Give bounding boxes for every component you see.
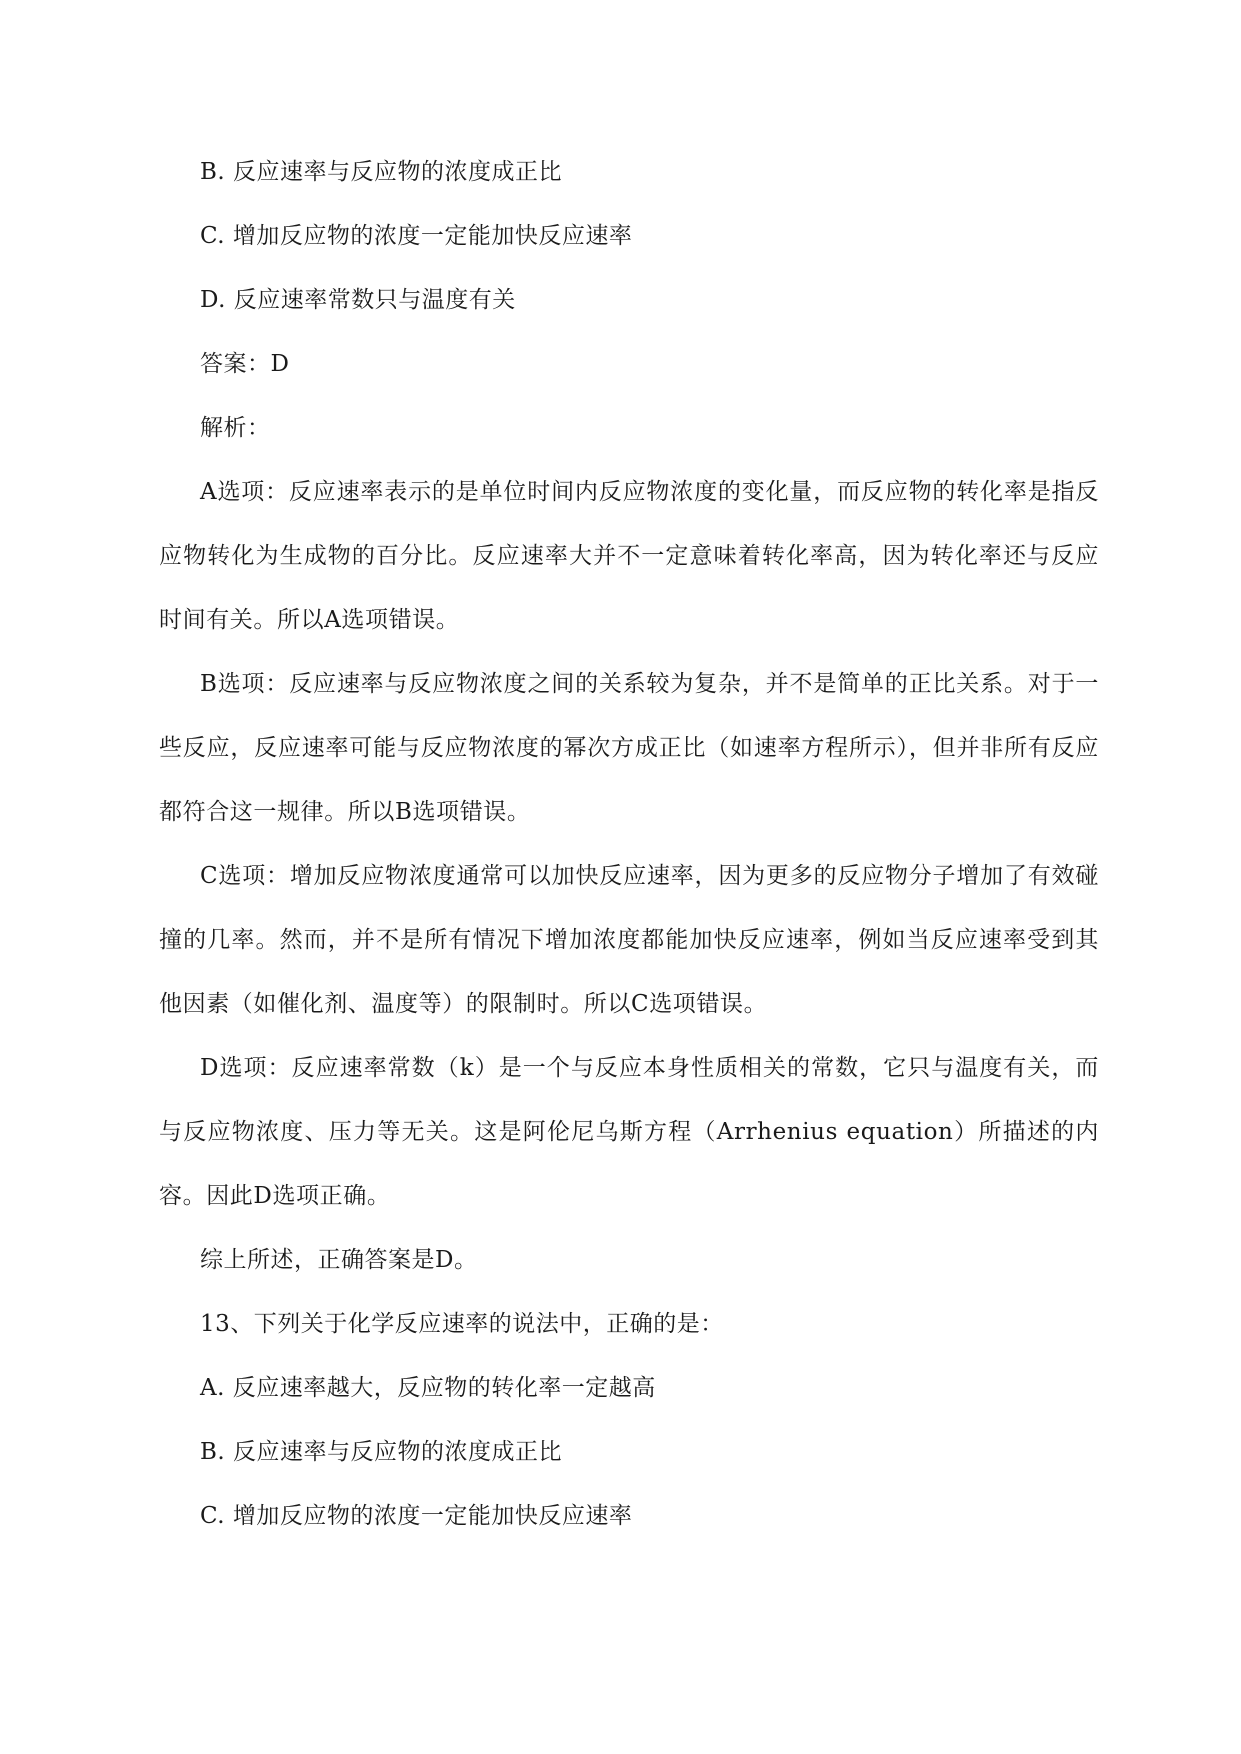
analysis-option-a: A选项：反应速率表示的是单位时间内反应物浓度的变化量，而反应物的转化率是指反应物转化为生成物的百分比。反应速率大并不一定意味着转化率高，因为转化率还与反应时间有关。所以A选项错误。 <box>159 479 1099 633</box>
summary: 综上所述，正确答案是D。 <box>200 1247 478 1273</box>
q12-option-b: B. 反应速率与反应物的浓度成正比 <box>200 159 563 185</box>
q12-answer: 答案：D <box>200 351 290 377</box>
q13-stem: 13、下列关于化学反应速率的说法中，正确的是： <box>200 1311 724 1337</box>
analysis-heading: 解析： <box>200 415 271 441</box>
q13-option-c: C. 增加反应物的浓度一定能加快反应速率 <box>200 1503 633 1529</box>
q12-option-c: C. 增加反应物的浓度一定能加快反应速率 <box>200 223 633 249</box>
document-body <box>159 140 1099 1548</box>
q13-option-b: B. 反应速率与反应物的浓度成正比 <box>200 1439 563 1465</box>
analysis-option-d: D选项：反应速率常数（k）是一个与反应本身性质相关的常数，它只与温度有关，而与反应物浓度、压力等无关。这是阿伦尼乌斯方程（Arrhenius equation）所描述的内容。因此D选项正确。 <box>159 1055 1099 1209</box>
q12-option-d: D. 反应速率常数只与温度有关 <box>200 287 516 313</box>
q13-option-a: A. 反应速率越大，反应物的转化率一定越高 <box>200 1375 656 1401</box>
analysis-option-b: B选项：反应速率与反应物浓度之间的关系较为复杂，并不是简单的正比关系。对于一些反应，反应速率可能与反应物浓度的幂次方成正比（如速率方程所示），但并非所有反应都符合这一规律。所以B选项错误。 <box>159 671 1099 825</box>
analysis-option-c: C选项：增加反应物浓度通常可以加快反应速率，因为更多的反应物分子增加了有效碰撞的几率。然而，并不是所有情况下增加浓度都能加快反应速率，例如当反应速率受到其他因素（如催化剂、温度等）的限制时。所以C选项错误。 <box>159 863 1099 1017</box>
